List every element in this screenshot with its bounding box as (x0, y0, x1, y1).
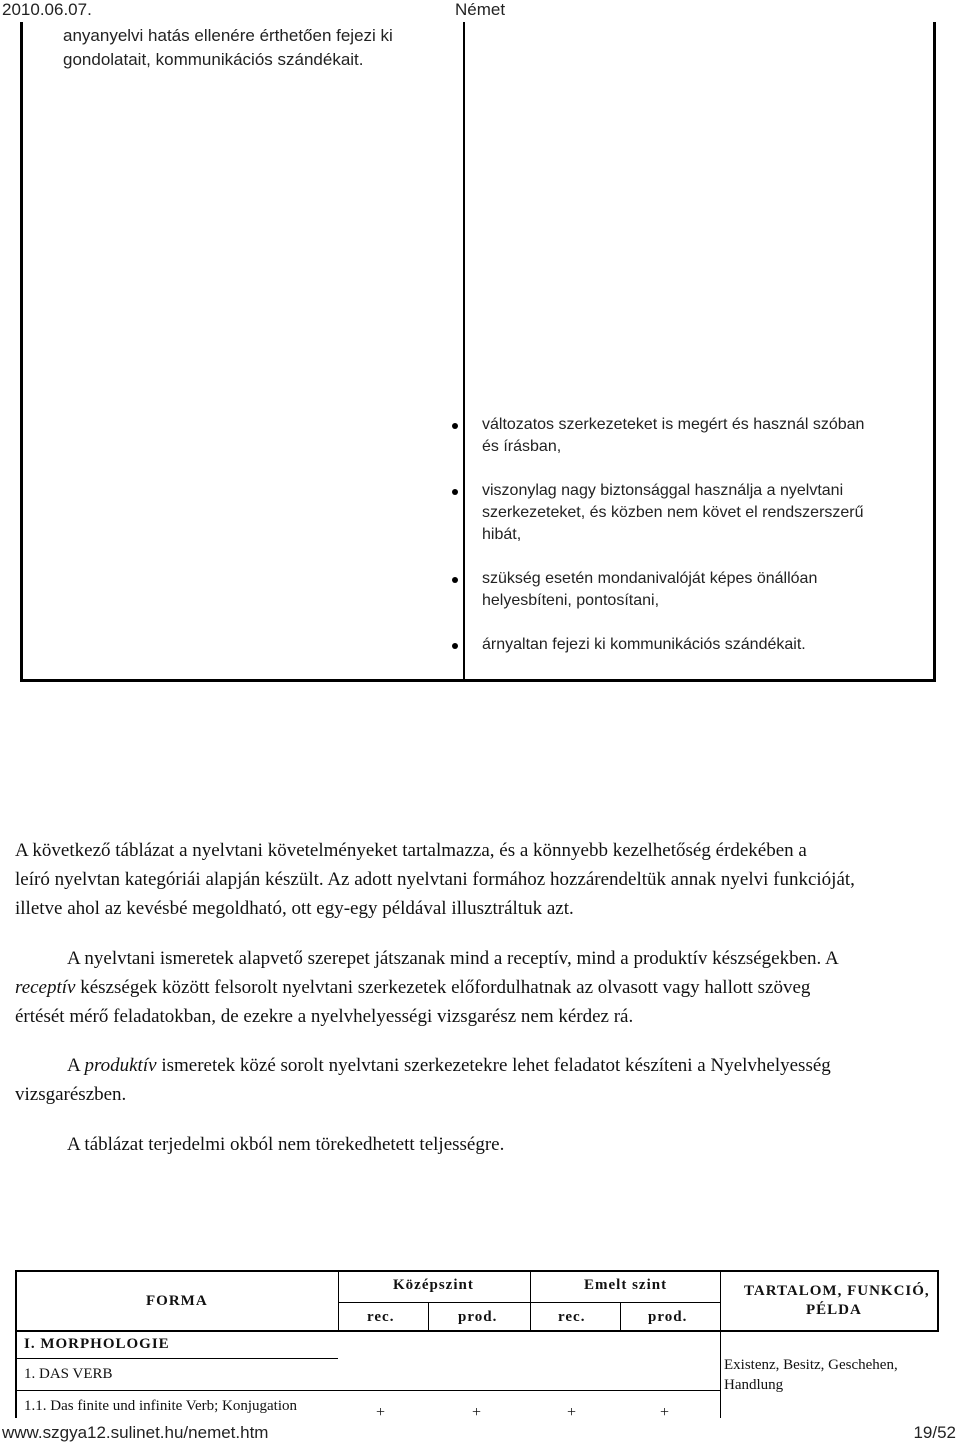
table-border (338, 1302, 720, 1303)
subheader-prod: prod. (458, 1309, 498, 1325)
page-number: 19/52 (913, 1423, 956, 1442)
column-header-kozepszint: Középszint (393, 1277, 474, 1293)
bullet-icon (452, 489, 458, 495)
left-cell-line: anyanyelvi hatás ellenére érthetően fejezi ki (63, 26, 393, 45)
table-border (15, 1390, 720, 1391)
left-cell-line: gondolatait, kommunikációs szándékait. (63, 50, 364, 69)
paragraph-line: vizsgarészben. (15, 1084, 127, 1105)
list-item-line: árnyaltan fejezi ki kommunikációs szándékait. (482, 636, 806, 653)
productive-paragraph (15, 1051, 950, 1109)
bullet-icon (452, 577, 458, 583)
paragraph-line: értését mérő feladatokban, de ezekre a nyelvhelyességi vizsgarész nem kérdez rá. (15, 1006, 634, 1027)
list-item (452, 480, 864, 546)
header-date: 2010.06.07. (2, 0, 92, 19)
subheader-prod: prod. (648, 1309, 688, 1325)
paragraph-fragment: ismeretek közé sorolt nyelvtani szerkezetekre lehet feladatot készíteni a Nyelvhelyesség (156, 1055, 831, 1076)
paragraph-fragment: A (67, 1055, 85, 1076)
subheader-rec: rec. (367, 1309, 395, 1325)
check-mark: + (567, 1404, 577, 1421)
list-item-line: viszonylag nagy biztonsággal használja a nyelvtani (482, 482, 844, 499)
list-item-line: változatos szerkezeteket is megért és használ szóban (482, 416, 865, 433)
row-das-verb-description: Existenz, Besitz, Geschehen, (724, 1357, 898, 1373)
paragraph-line (15, 973, 950, 1002)
table-border (720, 1270, 721, 1418)
column-header-tartalom: TARTALOM, FUNKCIÓ, (744, 1283, 930, 1299)
row-das-verb-description: Handlung (724, 1377, 784, 1393)
term-receptiv: receptív (15, 977, 76, 998)
footer-url: www.szgya12.sulinet.hu/nemet.htm (2, 1423, 269, 1442)
left-cell-text (63, 24, 423, 72)
note-paragraph (15, 1130, 950, 1159)
table-border (720, 1270, 938, 1272)
table-border (338, 1270, 339, 1330)
list-item-line: szerkezeteket, és közben nem követ el rendszerszerű (482, 504, 864, 521)
table-border (620, 1302, 621, 1330)
list-item (452, 634, 806, 656)
list-item (452, 568, 817, 612)
list-item-line: szükség esetén mondanivalóját képes önállóan (482, 570, 818, 587)
header-subject: Német (455, 0, 506, 19)
row-das-verb: 1. DAS VERB (24, 1366, 113, 1382)
table-border (937, 1270, 939, 1330)
column-header-forma: FORMA (146, 1293, 208, 1309)
check-mark: + (660, 1404, 670, 1421)
intro-paragraph (15, 836, 950, 923)
paragraph-line: A táblázat terjedelmi okból nem törekedhetett teljességre. (67, 1134, 505, 1155)
row-morphologie: I. MORPHOLOGIE (24, 1336, 170, 1352)
table-border (15, 1358, 338, 1359)
paragraph-line: illetve ahol az kevésbé megoldható, ott egy-egy példával illusztráltuk azt. (15, 898, 574, 919)
paragraph-line: A következő táblázat a nyelvtani követelményeket tartalmazza, és a könnyebb kezelhetőség érdekében a (15, 840, 807, 861)
paragraph-line: leíró nyelvtan kategóriái alapján készült. Az adott nyelvtani formához hozzárendeltük annak nyelvi funkcióját, (15, 869, 855, 890)
paragraph-fragment: készségek között felsorolt nyelvtani szerkezetek előfordulhatnak az olvasott vagy hallott szöveg (75, 977, 811, 998)
paragraph-line: A nyelvtani ismeretek alapvető szerepet játszanak mind a receptív, mind a produktív készségekben. A (67, 948, 839, 969)
row-finite-verb: 1.1. Das finite und infinite Verb; Konjugation (24, 1398, 298, 1414)
column-header-pelda: PÉLDA (806, 1302, 862, 1318)
paragraph-line (15, 1051, 950, 1080)
subheader-rec: rec. (558, 1309, 586, 1325)
skills-paragraph (15, 944, 950, 1031)
table-border (428, 1302, 429, 1330)
column-header-emelt-szint: Emelt szint (584, 1277, 668, 1293)
bullet-icon (452, 423, 458, 429)
table-border (15, 1270, 17, 1418)
table-border (15, 1270, 720, 1272)
list-item-line: és írásban, (482, 438, 562, 455)
check-mark: + (472, 1404, 482, 1421)
table-border (530, 1270, 531, 1330)
table-border (15, 1330, 939, 1332)
list-item-line: helyesbíteni, pontosítani, (482, 592, 660, 609)
check-mark: + (376, 1404, 386, 1421)
term-produktiv: produktív (84, 1055, 157, 1076)
list-item (452, 414, 864, 458)
bullet-icon (452, 643, 458, 649)
list-item-line: hibát, (482, 526, 522, 543)
